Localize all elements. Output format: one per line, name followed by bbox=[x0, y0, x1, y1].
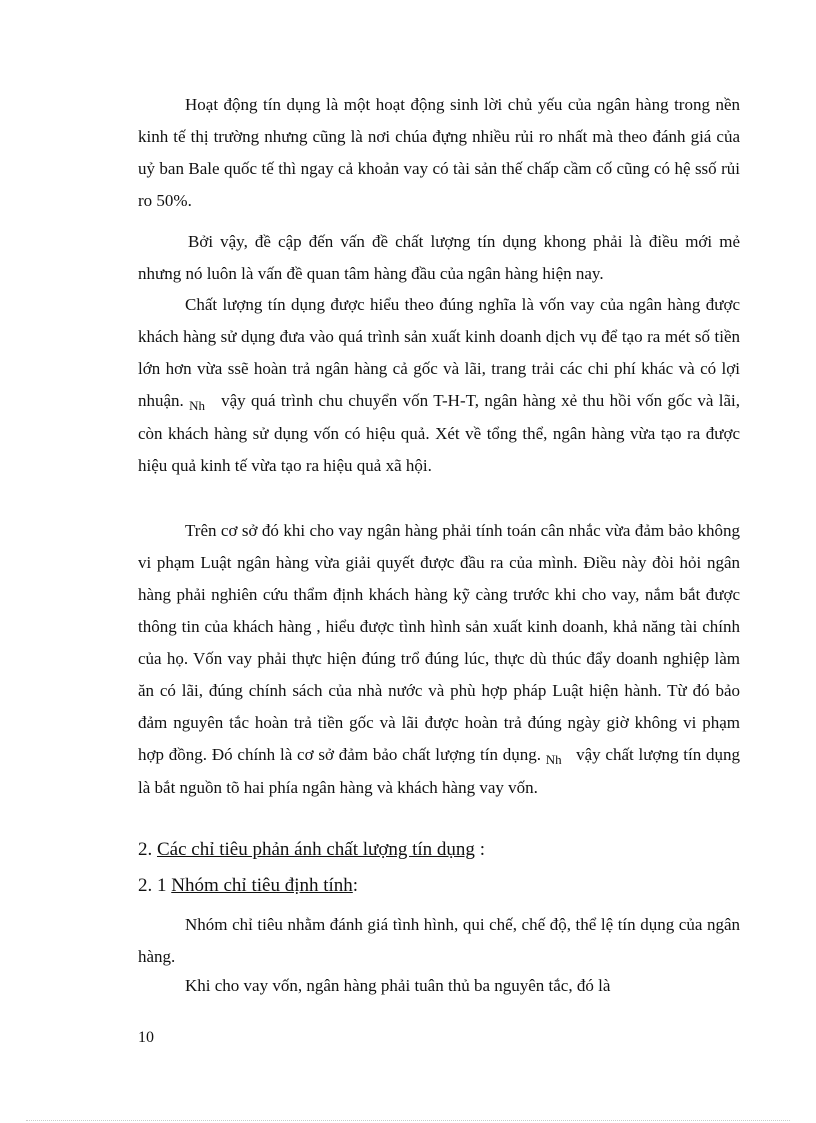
heading-title: Nhóm chỉ tiêu định tính bbox=[171, 875, 353, 896]
paragraph-lending-basis bbox=[138, 515, 740, 804]
page-number: 10 bbox=[138, 1029, 154, 1046]
paragraph-text: Trên cơ sở đó khi cho vay ngân hàng phải tính toán cân nhắc vừa đảm bảo không vi phạm Luật ngân hàng vừa giải quyết được đầu ra của mình. Điều này đòi hỏi ngân hàng phải nghiên cứu thẩm định khách hàng kỹ càng trước khi cho vay, nắm bắt được thông tin của khách hàng , hiểu được tình hình sản xuất kinh doanh, khả năng tài chính của họ. Vốn vay phải thực hiện đúng trổ đúng lúc, thực dù thúc đẩy doanh nghiệp làm ăn có lãi, đúng chính sách của nhà nước và phù hợp pháp Luật hiện hành. Từ đó bảo đảm nguyên tắc hoàn trả tiền gốc và lãi được hoàn trả đúng ngày giờ không vi phạm hợp đồng. Đó chính là cơ sở đảm bảo chất lượng tín dụng. bbox=[138, 521, 740, 764]
paragraph-qualitative-indicators: Nhóm chỉ tiêu nhằm đánh giá tình hình, qui chế, chế độ, thể lệ tín dụng của ngân hàng. bbox=[138, 915, 740, 966]
heading-number: 2. bbox=[138, 839, 153, 860]
paragraph-credit-quality-concern: Bởi vậy, đề cập đến vấn đề chất lượng tín dụng khong phải là điều mới mẻ nhưng nó luôn là vấn đề quan tâm hàng đầu của ngân hàng hiện nay. bbox=[138, 232, 740, 283]
heading-suffix: : bbox=[352, 875, 359, 896]
heading-title: Các chỉ tiêu phản ánh chất lượng tín dụng bbox=[157, 839, 475, 860]
paragraph-credit-quality-definition bbox=[138, 289, 740, 482]
inline-glyph: Nh bbox=[545, 752, 562, 767]
inline-glyph: Nh bbox=[189, 398, 206, 413]
paragraph-three-principles: Khi cho vay vốn, ngân hàng phải tuân thủ ba nguyên tắc, đó là bbox=[185, 976, 611, 995]
page-bottom-divider bbox=[26, 1120, 790, 1121]
paragraph-text: vậy quá trình chu chuyển vốn T-H-T, ngân hàng xẻ thu hồi vốn gốc và lãi, còn khách hàng sử dụng vốn có hiệu quả. Xét về tổng thể, ngân hàng vừa tạo ra được hiệu quả kinh tế vừa tạo ra hiệu quả xã hội. bbox=[138, 391, 741, 475]
heading-number: 2. 1 bbox=[138, 875, 167, 896]
paragraph-credit-activity: Hoạt động tín dụng là một hoạt động sinh lời chủ yếu của ngân hàng trong nền kinh tế thị trường nhưng cũng là nơi chúa đựng nhiều rủi ro nhất mà theo đánh giá của uỷ ban Bale quốc tế thì ngay cả khoản vay có tài sản thế chấp cầm cố cũng có hệ ssố rủi ro 50%. bbox=[138, 95, 740, 210]
paragraph-text: vậy chất lượng tín dụng là bắt nguồn tõ hai phía ngân hàng và khách hàng vay vốn. bbox=[138, 745, 740, 797]
section-heading-2-1 bbox=[138, 872, 358, 900]
heading-suffix: : bbox=[474, 839, 485, 860]
paragraph-text: Chất lượng tín dụng được hiểu theo đúng nghĩa là vốn vay của ngân hàng được khách hàng sử dụng đưa vào quá trình sản xuất kinh doanh dịch vụ để tạo ra mét số tiền lớn hơn vừa ssẽ hoàn trả ngân hàng cả gốc và lãi, trang trải các chi phí khác và có lợi nhuận. bbox=[138, 295, 740, 410]
section-heading-2 bbox=[138, 836, 485, 864]
